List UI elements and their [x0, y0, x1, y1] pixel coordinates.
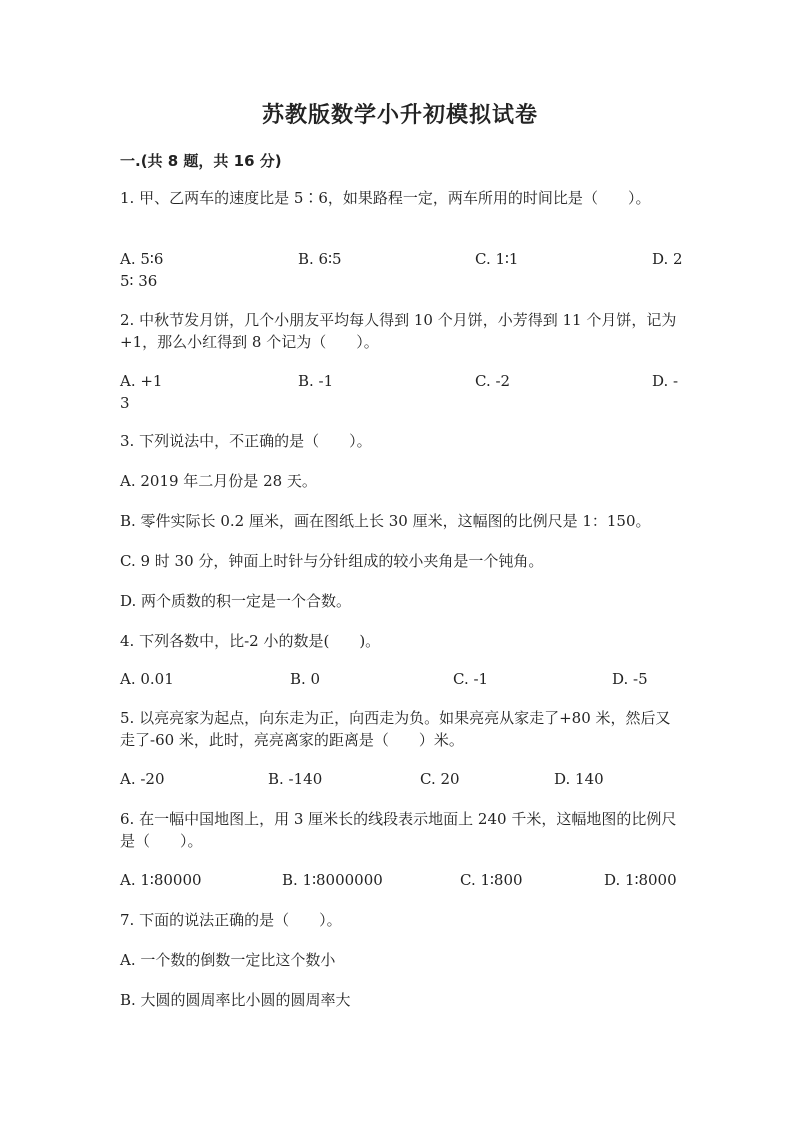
question-6-options: [120, 869, 680, 891]
option-d: D. -5: [612, 670, 648, 688]
option-c: C. 20: [420, 770, 460, 788]
question-3-option-a: A. 2019 年二月份是 28 天。: [120, 472, 317, 490]
option-d: D. 2: [652, 250, 683, 268]
option-b: B. 1∶8000000: [282, 871, 383, 889]
question-1-stem: 1. 甲、乙两车的速度比是 5∶6，如果路程一定，两车所用的时间比是（ ）。: [120, 189, 651, 207]
question-4-stem: 4. 下列各数中，比-2 小的数是( )。: [120, 632, 381, 650]
option-a: A. 5∶6: [120, 250, 164, 268]
question-5-options: [120, 768, 680, 790]
option-a: A. 0.01: [120, 670, 174, 688]
page-title: 苏教版数学小升初模拟试卷: [261, 103, 538, 128]
section-heading: 一.(共 8 题，共 16 分): [120, 152, 282, 170]
option-b: B. 6∶5: [298, 250, 342, 268]
option-b: B. 0: [290, 670, 321, 688]
option-d-continued: 5∶ 36: [120, 272, 158, 290]
option-b: B. -140: [268, 770, 323, 788]
question-2-options: [120, 370, 680, 414]
question-7-option-b: B. 大圆的圆周率比小圆的圆周率大: [120, 991, 351, 1009]
question-3-option-d: D. 两个质数的积一定是一个合数。: [120, 592, 352, 610]
question-1-options: [120, 248, 683, 292]
option-c: C. -2: [475, 372, 511, 390]
option-c: C. 1∶1: [475, 250, 519, 268]
option-d: D. 140: [554, 770, 604, 788]
option-b: B. -1: [298, 372, 334, 390]
question-3-stem: 3. 下列说法中，不正确的是（ ）。: [120, 432, 372, 450]
question-3-option-c: C. 9 时 30 分，钟面上时针与分针组成的较小夹角是一个钝角。: [120, 552, 544, 570]
option-a: A. -20: [120, 770, 165, 788]
option-c: C. -1: [453, 670, 489, 688]
question-7-option-a: A. 一个数的倒数一定比这个数小: [120, 951, 336, 969]
question-4-options: [120, 668, 680, 690]
option-d-continued: 3: [120, 394, 130, 412]
option-c: C. 1∶800: [460, 871, 523, 889]
option-a: A. 1∶80000: [120, 871, 202, 889]
option-d: D. 1∶8000: [604, 871, 677, 889]
option-a: A. +1: [120, 372, 163, 390]
question-6-stem: 6. 在一幅中国地图上，用 3 厘米长的线段表示地面上 240 千米，这幅地图的比例尺是（ ）。: [120, 810, 677, 850]
question-7-stem: 7. 下面的说法正确的是（ ）。: [120, 911, 342, 929]
question-3-option-b: B. 零件实际长 0.2 厘米，画在图纸上长 30 厘米，这幅图的比例尺是 1：150。: [120, 512, 651, 530]
question-5-stem: 5. 以亮亮家为起点，向东走为正，向西走为负。如果亮亮从家走了+80 米，然后又走了-60 米，此时，亮亮离家的距离是（ ）米。: [120, 709, 671, 749]
question-2-stem: 2. 中秋节发月饼，几个小朋友平均每人得到 10 个月饼，小芳得到 11 个月饼，记为+1，那么小红得到 8 个记为（ ）。: [120, 311, 677, 351]
option-d: D. -: [652, 372, 679, 390]
